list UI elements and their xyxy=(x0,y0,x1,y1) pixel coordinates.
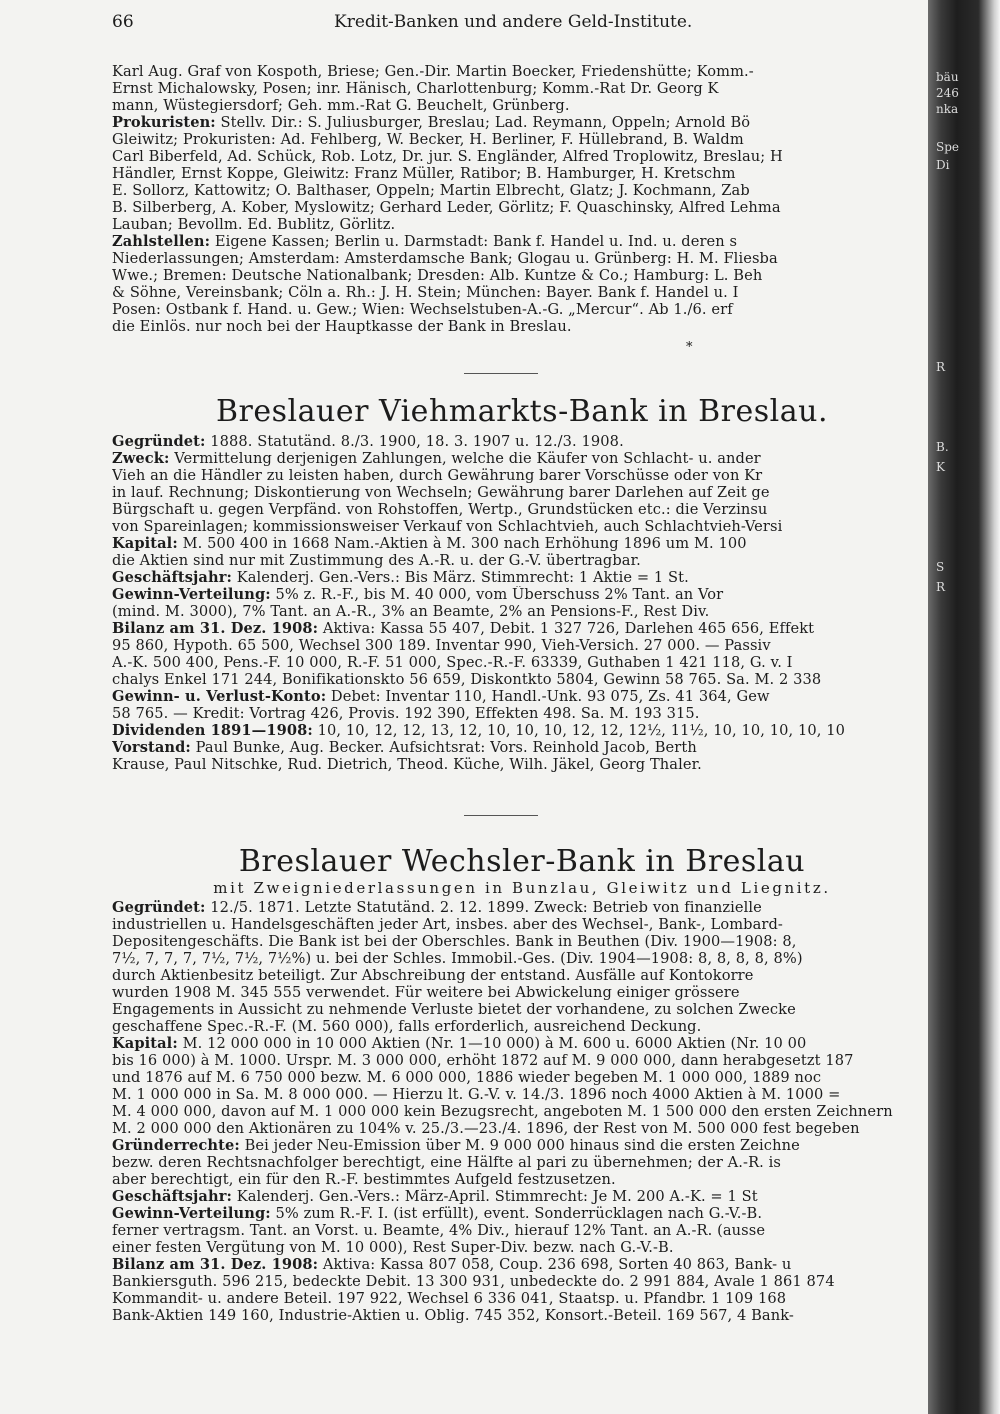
text-line xyxy=(112,1222,932,1239)
gutter-fragment: K xyxy=(936,460,945,474)
line-text: M. 500 400 in 1668 Nam.-Aktien à M. 300 nach Erhöhung 1896 um M. 100 xyxy=(177,535,747,552)
entry-heading: Kapital: xyxy=(112,1035,178,1052)
line-text: bis 16 000) à M. 1000. Urspr. M. 3 000 000, erhöht 1872 auf M. 9 000 000, dann herabgesetzt 187 xyxy=(112,1052,854,1069)
entry-heading: Kapital: xyxy=(112,535,178,552)
line-text: M. 12 000 000 in 10 000 Aktien (Nr. 1—10 000) à M. 600 u. 6000 Aktien (Nr. 10 00 xyxy=(177,1035,807,1052)
binding-gutter xyxy=(928,0,1000,1414)
line-text: A.-K. 500 400, Pens.-F. 10 000, R.-F. 51 000, Spec.-R.-F. 63339, Guthaben 1 421 118, G. v. I xyxy=(112,654,793,671)
text-line xyxy=(112,1239,932,1256)
line-text: & Söhne, Vereinsbank; Cöln a. Rh.: J. H. Stein; München: Bayer. Bank f. Handel u. I xyxy=(112,284,739,301)
text-line xyxy=(112,671,932,688)
text-line xyxy=(112,484,932,501)
line-text: Kalenderj. Gen.-Vers.: März-April. Stimmrecht: Je M. 200 A.-K. = 1 St xyxy=(231,1188,758,1205)
line-text: chalys Enkel 171 244, Bonifikationskto 56 659, Diskontkto 5804, Gewinn 58 765. Sa. M. 2 338 xyxy=(112,671,822,688)
text-line xyxy=(112,1273,932,1290)
text-line xyxy=(112,569,932,586)
text-line xyxy=(112,467,932,484)
line-text: Bankiersguth. 596 215, bedeckte Debit. 13 300 931, unbedeckte do. 2 991 884, Avale 1 861 874 xyxy=(112,1273,835,1290)
entry-heading: Dividenden 1891—1908: xyxy=(112,722,313,739)
line-text: mann, Wüstegiersdorf; Geh. mm.-Rat G. Beuchelt, Grünberg. xyxy=(112,97,570,114)
gutter-fragment: R xyxy=(936,580,946,594)
text-line xyxy=(112,433,932,450)
section-title-wechsler-bank: Breslauer Wechsler-Bank in Breslau xyxy=(238,844,806,879)
line-text: E. Sollorz, Kattowitz; O. Balthaser, Oppeln; Martin Elbrecht, Glatz; J. Kochmann, Zab xyxy=(112,182,750,199)
running-title: Kredit-Banken und andere Geld-Institute. xyxy=(334,12,693,32)
text-line xyxy=(112,586,932,603)
line-text: Lauban; Bevollm. Ed. Bublitz, Görlitz. xyxy=(112,216,396,233)
line-text: Debet: Inventar 110, Handl.-Unk. 93 075, Zs. 41 364, Gew xyxy=(326,688,770,705)
line-text: Niederlassungen; Amsterdam: Amsterdamsche Bank; Glogau u. Grünberg: H. M. Fliesba xyxy=(112,250,778,267)
line-text: Kommandit- u. andere Beteil. 197 922, Wechsel 6 336 041, Staatsp. u. Pfandbr. 1 109 168 xyxy=(112,1290,787,1307)
line-text: die Einlös. nur noch bei der Hauptkasse der Bank in Breslau. xyxy=(112,318,572,335)
text-line xyxy=(112,552,932,569)
entry-heading: Bilanz am 31. Dez. 1908: xyxy=(112,620,319,637)
entry-heading: Prokuristen: xyxy=(112,114,216,131)
text-line xyxy=(112,899,932,916)
section-divider-1 xyxy=(464,373,538,374)
text-line xyxy=(112,1001,932,1018)
text-line xyxy=(112,301,932,318)
gutter-fragment: 246 xyxy=(936,86,959,100)
entry-heading: Geschäftsjahr: xyxy=(112,569,232,586)
gutter-fragment: Di xyxy=(936,158,950,172)
text-line xyxy=(112,1052,932,1069)
line-text: durch Aktienbesitz beteiligt. Zur Abschreibung der entstand. Ausfälle auf Kontokorre xyxy=(112,967,754,984)
line-text: Paul Bunke, Aug. Becker. Aufsichtsrat: Vors. Reinhold Jacob, Berth xyxy=(190,739,697,756)
line-text: 10, 10, 12, 12, 13, 12, 10, 10, 10, 12, 12, 12½, 11½, 10, 10, 10, 10, 10 xyxy=(312,722,846,739)
line-text: Händler, Ernst Koppe, Gleiwitz: Franz Müller, Ratibor; B. Hamburger, H. Kretschm xyxy=(112,165,736,182)
line-text: 58 765. — Kredit: Vortrag 426, Provis. 192 390, Effekten 498. Sa. M. 193 315. xyxy=(112,705,700,722)
text-line xyxy=(112,688,932,705)
page-number: 66 xyxy=(112,12,134,32)
line-text: Eigene Kassen; Berlin u. Darmstadt: Bank f. Handel u. Ind. u. deren s xyxy=(210,233,738,250)
line-text: Aktiva: Kassa 55 407, Debit. 1 327 726, Darlehen 465 656, Effekt xyxy=(318,620,815,637)
text-line xyxy=(112,216,932,233)
line-text: bezw. deren Rechtsnachfolger berechtigt, eine Hälfte al pari zu übernehmen; der A.-R. is xyxy=(112,1154,782,1171)
text-line xyxy=(112,967,932,984)
text-line xyxy=(112,182,932,199)
text-line xyxy=(112,984,932,1001)
gutter-fragment: nka xyxy=(936,102,959,116)
entry-heading: Gewinn-Verteilung: xyxy=(112,1205,271,1222)
gutter-fragment: S xyxy=(936,560,945,574)
text-line xyxy=(112,80,932,97)
line-text: 5% zum R.-F. I. (ist erfüllt), event. Sonderrücklagen nach G.-V.-B. xyxy=(270,1205,763,1222)
line-text: 95 860, Hypoth. 65 500, Wechsel 300 189. Inventar 990, Vieh-Versich. 27 000. — Passiv xyxy=(112,637,771,654)
text-line xyxy=(112,1307,932,1324)
line-text: 1888. Statutänd. 8./3. 1900, 18. 3. 1907 u. 12./3. 1908. xyxy=(205,433,624,450)
entry-heading: Zweck: xyxy=(112,450,170,467)
section-title-viehmarkts-bank: Breslauer Viehmarkts-Bank in Breslau. xyxy=(215,394,828,429)
line-text: M. 1 000 000 in Sa. M. 8 000 000. — Hierzu lt. G.-V. v. 14./3. 1896 noch 4000 Aktien à M. 1000 = xyxy=(112,1086,841,1103)
text-line xyxy=(112,1290,932,1307)
line-text: Bürgschaft u. gegen Verpfänd. von Rohstoffen, Wertp., Grundstücken etc.: die Verzinsu xyxy=(112,501,768,518)
line-text: ferner vertragsm. Tant. an Vorst. u. Beamte, 4% Div., hierauf 12% Tant. an A.-R. (ausse xyxy=(112,1222,766,1239)
line-text: Stellv. Dir.: S. Juliusburger, Breslau; Lad. Reymann, Oppeln; Arnold Bö xyxy=(215,114,751,131)
entry-heading: Vorstand: xyxy=(112,739,191,756)
entry-heading: Gegründet: xyxy=(112,433,206,450)
text-line xyxy=(112,1086,932,1103)
text-line xyxy=(112,1188,932,1205)
entry-heading: Zahlstellen: xyxy=(112,233,211,250)
line-text: Aktiva: Kassa 807 058, Coup. 236 698, Sorten 40 863, Bank- u xyxy=(318,1256,792,1273)
text-line xyxy=(112,1120,932,1137)
text-line xyxy=(112,450,932,467)
gutter-fragment: B. xyxy=(936,440,949,454)
line-text: einer festen Vergütung von M. 10 000), Rest Super-Div. bezw. nach G.-V.-B. xyxy=(112,1239,674,1256)
line-text: 5% z. R.-F., bis M. 40 000, vom Überschuss 2% Tant. an Vor xyxy=(270,586,724,603)
entry-heading: Bilanz am 31. Dez. 1908: xyxy=(112,1256,319,1273)
line-text: Vieh an die Händler zu leisten haben, durch Gewährung barer Vorschüsse oder von Kr xyxy=(112,467,763,484)
line-text: geschaffene Spec.-R.-F. (M. 560 000), falls erforderlich, ausreichend Deckung. xyxy=(112,1018,702,1035)
text-line xyxy=(112,722,932,739)
text-line xyxy=(112,1035,932,1052)
text-line xyxy=(112,1018,932,1035)
text-line xyxy=(112,705,932,722)
text-line xyxy=(112,199,932,216)
text-line xyxy=(112,165,932,182)
entry-heading: Gründerrechte: xyxy=(112,1137,240,1154)
line-text: Karl Aug. Graf von Kospoth, Briese; Gen.-Dir. Martin Boecker, Friedenshütte; Komm.- xyxy=(112,63,754,80)
section-subtitle-wechsler-bank: mit Zweigniederlassungen in Bunzlau, Gleiwitz und Liegnitz. xyxy=(213,879,831,897)
line-text: Gleiwitz; Prokuristen: Ad. Fehlberg, W. Becker, H. Berliner, F. Hüllebrand, B. Waldm xyxy=(112,131,744,148)
text-line xyxy=(112,1137,932,1154)
line-text: Bei jeder Neu-Emission über M. 9 000 000 hinaus sind die ersten Zeichne xyxy=(239,1137,800,1154)
line-text: B. Silberberg, A. Kober, Myslowitz; Gerhard Leder, Görlitz; F. Quaschinsky, Alfred Lehma xyxy=(112,199,781,216)
line-text: Bank-Aktien 149 160, Industrie-Aktien u. Oblig. 745 352, Konsort.-Beteil. 169 567, 4 Bank- xyxy=(112,1307,794,1324)
page-header xyxy=(112,12,932,34)
section-board-list xyxy=(112,63,932,335)
line-text: in lauf. Rechnung; Diskontierung von Wechseln; Gewährung barer Darlehen auf Zeit ge xyxy=(112,484,770,501)
section-viehmarkts-bank-body xyxy=(112,433,932,773)
text-line xyxy=(112,1069,932,1086)
text-line xyxy=(112,950,932,967)
text-line xyxy=(112,63,932,80)
line-text: Engagements in Aussicht zu nehmende Verluste bietet der vorhandene, zu solchen Zwecke xyxy=(112,1001,796,1018)
text-line xyxy=(112,518,932,535)
entry-heading: Gegründet: xyxy=(112,899,206,916)
line-text: und 1876 auf M. 6 750 000 bezw. M. 6 000 000, 1886 wieder begeben M. 1 000 000, 1889 noc xyxy=(112,1069,822,1086)
line-text: Ernst Michalowsky, Posen; inr. Hänisch, Charlottenburg; Komm.-Rat Dr. Georg K xyxy=(112,80,719,97)
text-line xyxy=(112,1103,932,1120)
line-text: Kalenderj. Gen.-Vers.: Bis März. Stimmrecht: 1 Aktie = 1 St. xyxy=(231,569,689,586)
entry-heading: Geschäftsjahr: xyxy=(112,1188,232,1205)
line-text: 7½, 7, 7, 7, 7½, 7½, 7½%) u. bei der Schles. Immobil.-Ges. (Div. 1904—1908: 8, 8, 8, 8, 8%) xyxy=(112,950,803,967)
text-line xyxy=(112,535,932,552)
line-text: die Aktien sind nur mit Zustimmung des A.-R. u. der G.-V. übertragbar. xyxy=(112,552,641,569)
line-text: wurden 1908 M. 345 555 verwendet. Für weitere bei Abwickelung einiger grössere xyxy=(112,984,740,1001)
line-text: aber berechtigt, ein für den R.-F. bestimmtes Aufgeld festzusetzen. xyxy=(112,1171,616,1188)
line-text: Depositengeschäfts. Die Bank ist bei der Oberschles. Bank in Beuthen (Div. 1900—1908: 8, xyxy=(112,933,797,950)
section-divider-2 xyxy=(464,815,538,816)
text-line xyxy=(112,603,932,620)
text-line xyxy=(112,637,932,654)
entry-heading: Gewinn-Verteilung: xyxy=(112,586,271,603)
text-line xyxy=(112,250,932,267)
line-text: Posen: Ostbank f. Hand. u. Gew.; Wien: Wechselstuben-A.-G. „Mercur“. Ab 1./6. erf xyxy=(112,301,733,318)
text-line xyxy=(112,756,932,773)
line-text: M. 4 000 000, davon auf M. 1 000 000 kein Bezugsrecht, angeboten M. 1 500 000 den ersten Zeichnern xyxy=(112,1103,893,1120)
line-text: industriellen u. Handelsgeschäften jeder Art, insbes. aber des Wechsel-, Bank-, Lombard- xyxy=(112,916,783,933)
text-line xyxy=(112,933,932,950)
text-line xyxy=(112,1171,932,1188)
text-line xyxy=(112,131,932,148)
gutter-fragment: bäu xyxy=(936,70,959,84)
text-line xyxy=(112,267,932,284)
text-line xyxy=(112,148,932,165)
text-line xyxy=(112,620,932,637)
text-line xyxy=(112,654,932,671)
text-line xyxy=(112,739,932,756)
text-line xyxy=(112,233,932,250)
line-text: Vermittelung derjenigen Zahlungen, welche die Käufer von Schlacht- u. ander xyxy=(169,450,761,467)
line-text: Carl Biberfeld, Ad. Schück, Rob. Lotz, Dr. jur. S. Engländer, Alfred Troplowitz, Breslau; H xyxy=(112,148,783,165)
text-line xyxy=(112,284,932,301)
text-line xyxy=(112,114,932,131)
text-line xyxy=(112,1256,932,1273)
text-line xyxy=(112,1154,932,1171)
line-text: Wwe.; Bremen: Deutsche Nationalbank; Dresden: Alb. Kuntze & Co.; Hamburg: L. Beh xyxy=(112,267,763,284)
text-line xyxy=(112,1205,932,1222)
entry-heading: Gewinn- u. Verlust-Konto: xyxy=(112,688,327,705)
line-text: von Spareinlagen; kommissionsweiser Verkauf von Schlachtvieh, auch Schlachtvieh-Versi xyxy=(112,518,783,535)
line-text: Krause, Paul Nitschke, Rud. Dietrich, Theod. Küche, Wilh. Jäkel, Georg Thaler. xyxy=(112,756,702,773)
gutter-fragment: R xyxy=(936,360,946,374)
gutter-fragment: Spe xyxy=(936,140,960,154)
end-asterisk: * xyxy=(686,340,693,355)
text-line xyxy=(112,97,932,114)
section-wechsler-bank-body xyxy=(112,899,932,1324)
text-line xyxy=(112,318,932,335)
text-line xyxy=(112,916,932,933)
text-line xyxy=(112,501,932,518)
line-text: (mind. M. 3000), 7% Tant. an A.-R., 3% an Beamte, 2% an Pensions-F., Rest Div. xyxy=(112,603,710,620)
line-text: 12./5. 1871. Letzte Statutänd. 2. 12. 1899. Zweck: Betrieb von finanzielle xyxy=(205,899,762,916)
line-text: M. 2 000 000 den Aktionären zu 104% v. 25./3.—23./4. 1896, der Rest von M. 500 000 fest begeben xyxy=(112,1120,860,1137)
